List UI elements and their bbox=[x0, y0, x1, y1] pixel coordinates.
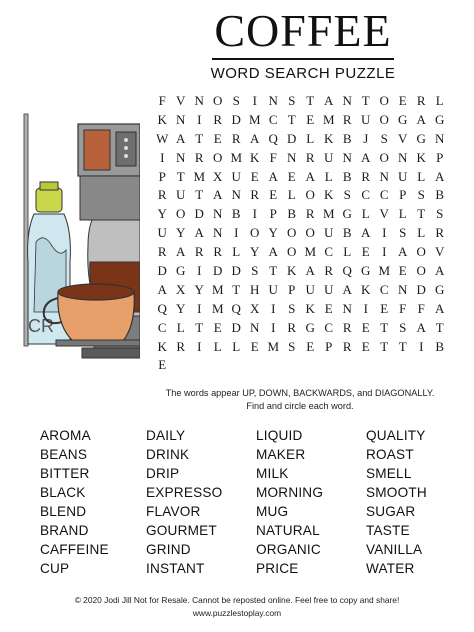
word-list-item: DAILY bbox=[146, 428, 186, 443]
grid-letter[interactable]: V bbox=[176, 93, 186, 108]
grid-letter[interactable]: T bbox=[398, 338, 407, 354]
word-list-item: LIQUID bbox=[256, 428, 303, 443]
word-list-item: BITTER bbox=[40, 466, 90, 481]
grid-letter[interactable]: T bbox=[287, 111, 296, 127]
grid-letter[interactable]: U bbox=[324, 225, 334, 241]
grid-letter[interactable]: N bbox=[342, 149, 352, 165]
grid-letter[interactable]: R bbox=[250, 187, 260, 203]
grid-letter[interactable]: U bbox=[231, 168, 241, 184]
grid-letter[interactable]: K bbox=[305, 300, 315, 316]
grid-letter[interactable]: R bbox=[176, 338, 186, 354]
grid-letter[interactable]: M bbox=[322, 111, 335, 127]
grid-letter[interactable]: R bbox=[342, 319, 352, 335]
grid-letter[interactable]: E bbox=[306, 338, 315, 354]
grid-letter[interactable]: M bbox=[211, 281, 224, 297]
grid-letter[interactable]: S bbox=[288, 93, 296, 108]
grid-letter[interactable]: R bbox=[361, 168, 371, 184]
word-list-item: AROMA bbox=[40, 428, 91, 443]
grid-letter[interactable]: E bbox=[398, 263, 407, 279]
grid-letter[interactable]: R bbox=[287, 319, 297, 335]
grid-letter[interactable]: T bbox=[195, 187, 204, 203]
grid-letter[interactable]: U bbox=[157, 225, 167, 241]
word-list-item: QUALITY bbox=[366, 428, 426, 443]
grid-letter[interactable]: D bbox=[287, 130, 297, 146]
grid-letter[interactable]: E bbox=[361, 244, 370, 260]
grid-letter[interactable]: R bbox=[305, 149, 315, 165]
word-list-item: SMELL bbox=[366, 466, 412, 481]
word-list-item: MAKER bbox=[256, 447, 306, 462]
grid-letter[interactable]: A bbox=[416, 319, 426, 335]
grid-letter[interactable]: K bbox=[324, 130, 334, 146]
grid-letter[interactable]: L bbox=[398, 206, 407, 222]
instructions bbox=[150, 387, 450, 413]
grid-letter[interactable]: I bbox=[271, 300, 276, 316]
grid-letter[interactable]: A bbox=[361, 225, 371, 241]
grid-letter[interactable]: A bbox=[416, 111, 426, 127]
word-list-item: SUGAR bbox=[366, 504, 416, 519]
grid-letter[interactable]: W bbox=[156, 130, 169, 146]
grid-letter[interactable]: X bbox=[176, 281, 186, 297]
grid-letter[interactable]: T bbox=[195, 130, 204, 146]
grid-letter[interactable]: C bbox=[379, 281, 389, 297]
grid-letter[interactable]: E bbox=[306, 111, 315, 127]
instructions-line-1: The words appear UP, DOWN, BACKWARDS, and DIAGONALLY. bbox=[165, 388, 435, 398]
grid-letter[interactable]: Y bbox=[268, 225, 278, 241]
grid-letter[interactable]: U bbox=[268, 281, 278, 297]
grid-letter[interactable]: I bbox=[271, 319, 276, 335]
word-list-item: SMOOTH bbox=[366, 485, 427, 500]
page-subtitle: WORD SEARCH PUZZLE bbox=[210, 65, 396, 82]
grid-letter[interactable]: G bbox=[342, 206, 352, 222]
grid-letter[interactable]: D bbox=[194, 206, 204, 222]
grid-letter[interactable]: Y bbox=[157, 206, 167, 222]
word-list-item: ROAST bbox=[366, 447, 414, 462]
word-list-item: TASTE bbox=[366, 523, 410, 538]
website-url: www.puzzlestoplay.com bbox=[192, 607, 282, 618]
grid-letter[interactable]: A bbox=[194, 225, 204, 241]
grid-letter[interactable]: A bbox=[213, 187, 223, 203]
grid-letter[interactable]: R bbox=[231, 130, 241, 146]
grid-letter[interactable]: E bbox=[380, 300, 389, 316]
grid-letter[interactable]: I bbox=[160, 149, 165, 165]
grid-letter[interactable]: U bbox=[361, 111, 371, 127]
grid-letter[interactable]: U bbox=[324, 149, 334, 165]
grid-letter[interactable]: T bbox=[380, 338, 389, 354]
grid-letter[interactable]: E bbox=[158, 357, 167, 373]
grid-letter[interactable]: M bbox=[322, 206, 335, 222]
grid-letter[interactable]: A bbox=[435, 168, 445, 184]
grid-letter[interactable]: A bbox=[305, 263, 315, 279]
grid-letter[interactable]: R bbox=[305, 206, 315, 222]
grid-letter[interactable]: E bbox=[269, 187, 278, 203]
grid-letter[interactable]: L bbox=[324, 168, 333, 184]
grid-letter[interactable]: U bbox=[398, 168, 408, 184]
grid-letter[interactable]: J bbox=[363, 130, 369, 146]
grid-letter[interactable]: K bbox=[157, 111, 167, 127]
grid-letter[interactable]: S bbox=[380, 130, 388, 146]
grid-letter[interactable]: X bbox=[250, 300, 260, 316]
grid-letter[interactable]: R bbox=[194, 244, 204, 260]
grid-letter[interactable]: C bbox=[361, 187, 371, 203]
grid-letter[interactable]: L bbox=[417, 225, 426, 241]
grid-letter[interactable]: G bbox=[416, 130, 426, 146]
grid-letter[interactable]: L bbox=[361, 206, 370, 222]
grid-letter[interactable]: D bbox=[231, 319, 241, 335]
word-list-item: FLAVOR bbox=[146, 504, 201, 519]
grid-letter[interactable]: D bbox=[213, 263, 223, 279]
word-column bbox=[40, 426, 109, 578]
grid-letter[interactable]: T bbox=[269, 263, 278, 279]
grid-letter[interactable]: G bbox=[398, 111, 408, 127]
grid-letter[interactable]: O bbox=[305, 225, 315, 241]
grid-letter[interactable]: S bbox=[436, 206, 444, 222]
grid-letter[interactable]: I bbox=[363, 300, 368, 316]
grid-letter[interactable]: L bbox=[232, 338, 241, 354]
grid-letter[interactable]: G bbox=[305, 319, 315, 335]
grid-letter[interactable]: I bbox=[197, 111, 202, 127]
grid-letter[interactable]: H bbox=[250, 281, 260, 297]
word-list-item: EXPRESSO bbox=[146, 485, 223, 500]
grid-letter[interactable]: L bbox=[287, 187, 296, 203]
grid-letter[interactable]: R bbox=[342, 111, 352, 127]
grid-letter[interactable]: N bbox=[398, 281, 408, 297]
word-list-item: NATURAL bbox=[256, 523, 320, 538]
word-list-item: CAFFEINE bbox=[40, 542, 109, 557]
grid-letter[interactable]: D bbox=[157, 263, 167, 279]
grid-letter[interactable]: K bbox=[287, 263, 297, 279]
grid-letter[interactable]: R bbox=[342, 338, 352, 354]
grid-letter[interactable]: A bbox=[157, 281, 167, 297]
grid-letter[interactable]: M bbox=[267, 338, 280, 354]
grid-letter[interactable]: X bbox=[213, 168, 223, 184]
grid-letter[interactable]: L bbox=[306, 130, 315, 146]
word-list-item: INSTANT bbox=[146, 561, 205, 576]
grid-letter[interactable]: K bbox=[324, 187, 334, 203]
grid-letter[interactable]: R bbox=[194, 149, 204, 165]
grid-letter[interactable]: F bbox=[269, 149, 277, 165]
grid-letter[interactable]: O bbox=[287, 225, 297, 241]
grid-letter[interactable]: C bbox=[268, 111, 278, 127]
grid-letter[interactable]: Y bbox=[194, 281, 204, 297]
grid-letter[interactable]: O bbox=[379, 111, 389, 127]
word-list-item: BRAND bbox=[40, 523, 89, 538]
grid-letter[interactable]: O bbox=[287, 244, 297, 260]
grid-letter[interactable]: E bbox=[287, 168, 296, 184]
grid-letter[interactable]: O bbox=[379, 93, 389, 108]
word-list-item: ORGANIC bbox=[256, 542, 321, 557]
grid-letter[interactable]: O bbox=[213, 93, 223, 108]
grid-letter[interactable]: I bbox=[382, 225, 387, 241]
grid-letter[interactable]: L bbox=[343, 244, 352, 260]
grid-letter[interactable]: A bbox=[176, 244, 186, 260]
grid-letter[interactable]: Q bbox=[342, 263, 352, 279]
grid-letter[interactable]: V bbox=[379, 206, 389, 222]
grid-letter[interactable]: M bbox=[211, 300, 224, 316]
grid-letter[interactable]: N bbox=[379, 168, 389, 184]
grid-letter[interactable]: P bbox=[436, 149, 444, 165]
grid-letter[interactable]: N bbox=[342, 93, 352, 108]
grid-letter[interactable]: N bbox=[287, 149, 297, 165]
grid-letter[interactable]: R bbox=[213, 244, 223, 260]
grid-letter[interactable]: M bbox=[193, 168, 206, 184]
grid-letter[interactable]: U bbox=[176, 187, 186, 203]
grid-letter[interactable]: O bbox=[416, 263, 426, 279]
grid-letter[interactable]: N bbox=[213, 206, 223, 222]
word-column bbox=[146, 426, 222, 578]
grid-letter[interactable]: Y bbox=[176, 300, 186, 316]
word-list-item: BLEND bbox=[40, 504, 87, 519]
grid-letter[interactable]: T bbox=[361, 93, 370, 108]
grid-letter[interactable]: N bbox=[213, 225, 223, 241]
grid-letter[interactable]: M bbox=[378, 263, 391, 279]
grid-letter[interactable]: K bbox=[416, 149, 426, 165]
page-title: COFFEE bbox=[214, 5, 392, 56]
grid-letter[interactable]: C bbox=[157, 319, 167, 335]
grid-letter[interactable]: F bbox=[158, 93, 166, 108]
word-list-item: GOURMET bbox=[146, 523, 217, 538]
grid-letter[interactable]: T bbox=[176, 168, 185, 184]
grid-letter[interactable]: D bbox=[416, 281, 426, 297]
grid-letter[interactable]: Y bbox=[176, 225, 186, 241]
grid-letter[interactable]: E bbox=[213, 319, 222, 335]
grid-letter[interactable]: P bbox=[158, 168, 166, 184]
grid-letter[interactable]: L bbox=[176, 319, 185, 335]
grid-letter[interactable]: L bbox=[417, 168, 426, 184]
grid-letter[interactable]: I bbox=[419, 338, 424, 354]
grid-letter[interactable]: E bbox=[361, 338, 370, 354]
grid-letter[interactable]: I bbox=[197, 338, 202, 354]
word-list-item: WATER bbox=[366, 561, 415, 576]
grid-letter[interactable]: B bbox=[342, 225, 352, 241]
grid-letter[interactable]: A bbox=[361, 149, 371, 165]
grid-letter[interactable]: O bbox=[416, 244, 426, 260]
grid-letter[interactable]: R bbox=[213, 111, 223, 127]
grid-letter[interactable]: S bbox=[417, 187, 425, 203]
grid-letter[interactable]: P bbox=[325, 338, 333, 354]
word-column bbox=[366, 426, 427, 578]
grid-letter[interactable]: P bbox=[399, 187, 407, 203]
grid-letter[interactable]: N bbox=[176, 111, 186, 127]
grid-letter[interactable]: T bbox=[417, 206, 426, 222]
grid-letter[interactable]: A bbox=[250, 130, 260, 146]
grid-letter[interactable]: B bbox=[231, 206, 241, 222]
grid-letter[interactable]: M bbox=[248, 111, 261, 127]
instructions-line-2: Find and circle each word. bbox=[246, 401, 354, 411]
word-list-item: MORNING bbox=[256, 485, 324, 500]
grid-letter[interactable]: I bbox=[252, 93, 257, 108]
grid-letter[interactable]: S bbox=[343, 187, 351, 203]
grid-letter[interactable]: U bbox=[305, 281, 315, 297]
grid-letter[interactable]: Y bbox=[250, 244, 260, 260]
grid-letter[interactable]: N bbox=[176, 149, 186, 165]
grid-letter[interactable]: D bbox=[231, 111, 241, 127]
word-column bbox=[256, 426, 323, 578]
grid-letter[interactable]: Q bbox=[157, 300, 167, 316]
grid-letter[interactable]: S bbox=[288, 338, 296, 354]
grid-letter[interactable]: C bbox=[379, 187, 389, 203]
word-list-item: DRINK bbox=[146, 447, 190, 462]
grid-letter[interactable]: A bbox=[342, 281, 352, 297]
grid-letter[interactable]: I bbox=[197, 300, 202, 316]
word-list-item: MILK bbox=[256, 466, 289, 481]
grid-letter[interactable]: C bbox=[324, 319, 334, 335]
grid-letter[interactable]: T bbox=[380, 319, 389, 335]
grid-letter[interactable]: N bbox=[250, 319, 260, 335]
grid-letter[interactable]: T bbox=[435, 319, 444, 335]
grid-letter[interactable]: B bbox=[435, 187, 445, 203]
grid-letter[interactable]: D bbox=[231, 263, 241, 279]
letter-grid bbox=[153, 92, 449, 375]
grid-letter[interactable]: A bbox=[398, 244, 408, 260]
grid-letter[interactable]: E bbox=[398, 93, 407, 108]
word-list-item: GRIND bbox=[146, 542, 191, 557]
grid-letter[interactable]: B bbox=[342, 130, 352, 146]
word-list-item: PRICE bbox=[256, 561, 299, 576]
grid-letter[interactable]: V bbox=[435, 244, 445, 260]
grid-letter[interactable]: E bbox=[250, 168, 259, 184]
grid-letter[interactable]: O bbox=[379, 149, 389, 165]
grid-letter[interactable]: P bbox=[269, 206, 277, 222]
grid-letter[interactable]: B bbox=[435, 338, 445, 354]
grid-letter[interactable]: S bbox=[251, 263, 259, 279]
grid-letter[interactable]: E bbox=[324, 300, 333, 316]
grid-letter[interactable]: P bbox=[288, 281, 296, 297]
grid-letter[interactable]: A bbox=[268, 244, 278, 260]
grid-letter[interactable]: L bbox=[435, 93, 444, 108]
grid-letter[interactable]: A bbox=[268, 168, 278, 184]
grid-letter[interactable]: Q bbox=[231, 300, 241, 316]
grid-letter[interactable]: K bbox=[250, 149, 260, 165]
grid-letter[interactable]: A bbox=[176, 130, 186, 146]
grid-letter[interactable]: G bbox=[435, 281, 445, 297]
grid-letter[interactable]: I bbox=[234, 225, 239, 241]
grid-letter[interactable]: T bbox=[232, 281, 241, 297]
grid-letter[interactable]: O bbox=[250, 225, 260, 241]
grid-letter[interactable]: E bbox=[250, 338, 259, 354]
grid-letter[interactable]: B bbox=[287, 206, 297, 222]
title-underline bbox=[212, 58, 394, 60]
grid-letter[interactable]: S bbox=[288, 300, 296, 316]
grid-letter[interactable]: N bbox=[268, 93, 278, 108]
grid-letter[interactable]: K bbox=[157, 338, 167, 354]
grid-letter[interactable]: E bbox=[361, 319, 370, 335]
grid-letter[interactable]: L bbox=[232, 244, 241, 260]
copyright-notice: © 2020 Jodi Jill Not for Resale. Cannot be reposted online. Feel free to copy and share! bbox=[74, 595, 400, 605]
grid-letter[interactable]: C bbox=[324, 244, 334, 260]
grid-letter[interactable]: S bbox=[399, 225, 407, 241]
grid-letter[interactable]: R bbox=[416, 93, 426, 108]
grid-letter[interactable]: F bbox=[417, 300, 425, 316]
grid-letter[interactable]: B bbox=[342, 168, 352, 184]
word-list-item: VANILLA bbox=[366, 542, 423, 557]
word-list-item: MUG bbox=[256, 504, 289, 519]
grid-letter[interactable]: G bbox=[361, 263, 371, 279]
grid-letter[interactable]: R bbox=[435, 225, 445, 241]
grid-letter[interactable]: M bbox=[230, 149, 243, 165]
grid-letter[interactable]: E bbox=[213, 130, 222, 146]
grid-letter[interactable]: T bbox=[195, 319, 204, 335]
grid-letter[interactable]: L bbox=[213, 338, 222, 354]
grid-letter[interactable]: S bbox=[232, 93, 240, 108]
word-list-item: BEANS bbox=[40, 447, 88, 462]
grid-letter[interactable]: N bbox=[231, 187, 241, 203]
grid-letter[interactable]: A bbox=[435, 263, 445, 279]
grid-letter[interactable]: M bbox=[304, 244, 317, 260]
word-list bbox=[40, 426, 460, 586]
grid-letter[interactable]: O bbox=[305, 187, 315, 203]
word-list-item: BLACK bbox=[40, 485, 86, 500]
grid-letter[interactable]: U bbox=[324, 281, 334, 297]
grid-letter[interactable]: R bbox=[157, 244, 167, 260]
coffee-illustration bbox=[22, 112, 140, 362]
grid-letter[interactable]: S bbox=[399, 319, 407, 335]
grid-letter[interactable]: A bbox=[324, 93, 334, 108]
grid-letter[interactable]: N bbox=[194, 93, 204, 108]
grid-letter[interactable]: G bbox=[176, 263, 186, 279]
grid-letter[interactable]: F bbox=[399, 300, 407, 316]
grid-letter[interactable]: N bbox=[342, 300, 352, 316]
grid-letter[interactable]: R bbox=[324, 263, 334, 279]
grid-letter[interactable]: A bbox=[305, 168, 315, 184]
grid-letter[interactable]: I bbox=[382, 244, 387, 260]
grid-letter[interactable]: V bbox=[398, 130, 408, 146]
grid-letter[interactable]: T bbox=[306, 93, 315, 108]
footer bbox=[40, 594, 434, 619]
word-list-item: CUP bbox=[40, 561, 70, 576]
grid-letter[interactable]: N bbox=[435, 130, 445, 146]
grid-letter[interactable]: G bbox=[435, 111, 445, 127]
grid-letter[interactable]: N bbox=[398, 149, 408, 165]
grid-letter[interactable]: I bbox=[197, 263, 202, 279]
grid-letter[interactable]: Q bbox=[268, 130, 278, 146]
grid-letter[interactable]: R bbox=[157, 187, 167, 203]
grid-letter[interactable]: O bbox=[176, 206, 186, 222]
grid-letter[interactable]: A bbox=[435, 300, 445, 316]
svg-text:CR: CR bbox=[28, 316, 54, 336]
grid-letter[interactable]: O bbox=[213, 149, 223, 165]
grid-letter[interactable]: I bbox=[252, 206, 257, 222]
word-list-item: DRIP bbox=[146, 466, 180, 481]
grid-letter[interactable]: K bbox=[361, 281, 371, 297]
